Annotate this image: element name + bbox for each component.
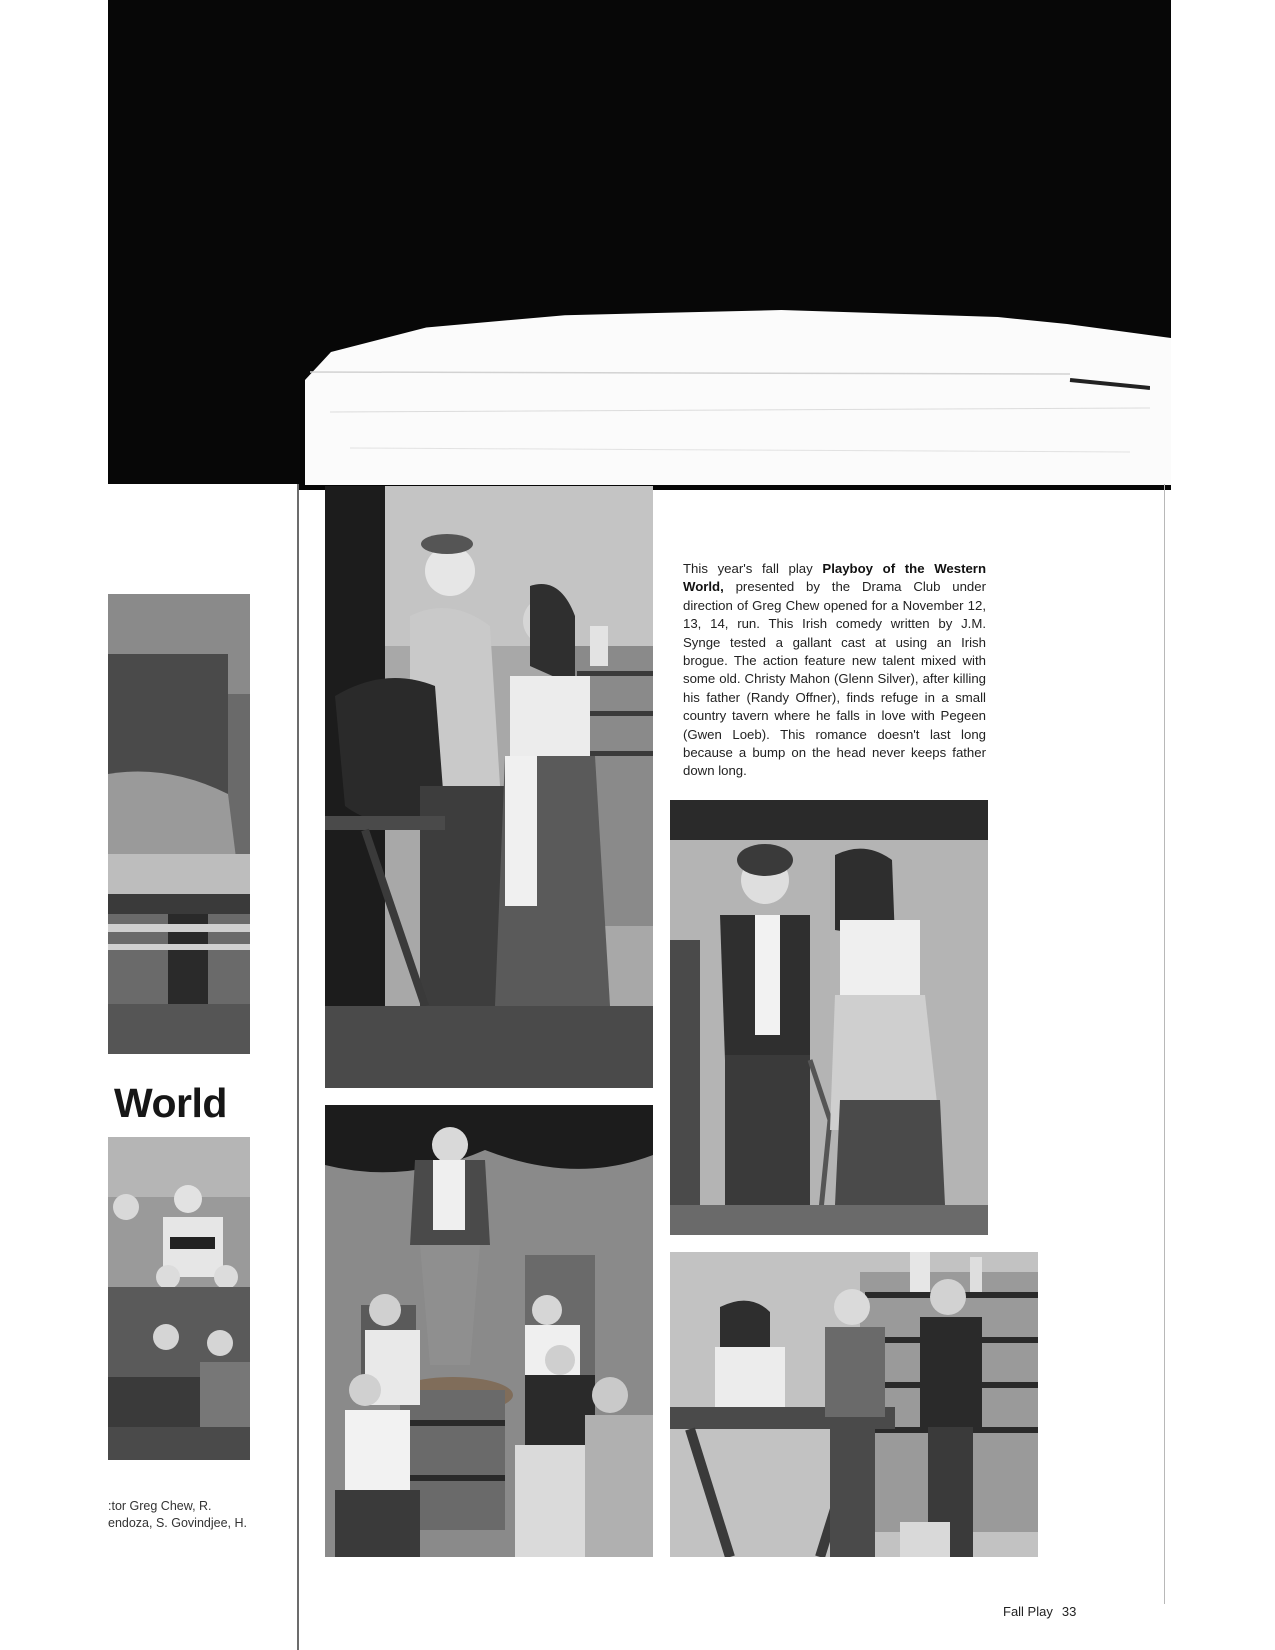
left-photo-seated-figure — [108, 594, 250, 1054]
page-fold — [297, 484, 299, 1650]
article-text — [683, 560, 986, 781]
photo-conversation-scene — [670, 800, 988, 1235]
footer-section: Fall Play — [1003, 1604, 1053, 1619]
left-page-caption — [108, 1498, 258, 1532]
page-number: 33 — [1061, 1604, 1077, 1619]
photo-coat-scene — [325, 486, 653, 1088]
torn-paper-creases — [310, 360, 1150, 470]
caption-line-2: endoza, S. Govindjee, H. — [108, 1516, 247, 1530]
left-photo-group — [108, 1137, 250, 1460]
article-intro: This year's fall play — [683, 561, 823, 576]
photo-tavern-scene — [670, 1252, 1038, 1557]
page-edge — [1164, 484, 1165, 1604]
play-title: Playboy of the Western World, — [683, 561, 986, 595]
page-footer — [1003, 1604, 1076, 1619]
photo-barrel-scene — [325, 1105, 653, 1557]
article-body: presented by the Drama Club under direction of Greg Chew opened for a November 12, 13, 14, run. This Irish comedy written by J.M. Synge tested a gallant cast at using an Irish brogue. The action feature new talent mixed with some old. Christy Mahon (Glenn Silver), after killing his father (Randy Offner), finds refuge in a small country tavern where he falls in love with Pegeen (Gwen Loeb). This romance doesn't last long because a bump on the head never keeps father down long. — [683, 579, 986, 779]
caption-line-1: :tor Greg Chew, R. — [108, 1499, 212, 1513]
left-page-heading: World — [114, 1080, 227, 1126]
